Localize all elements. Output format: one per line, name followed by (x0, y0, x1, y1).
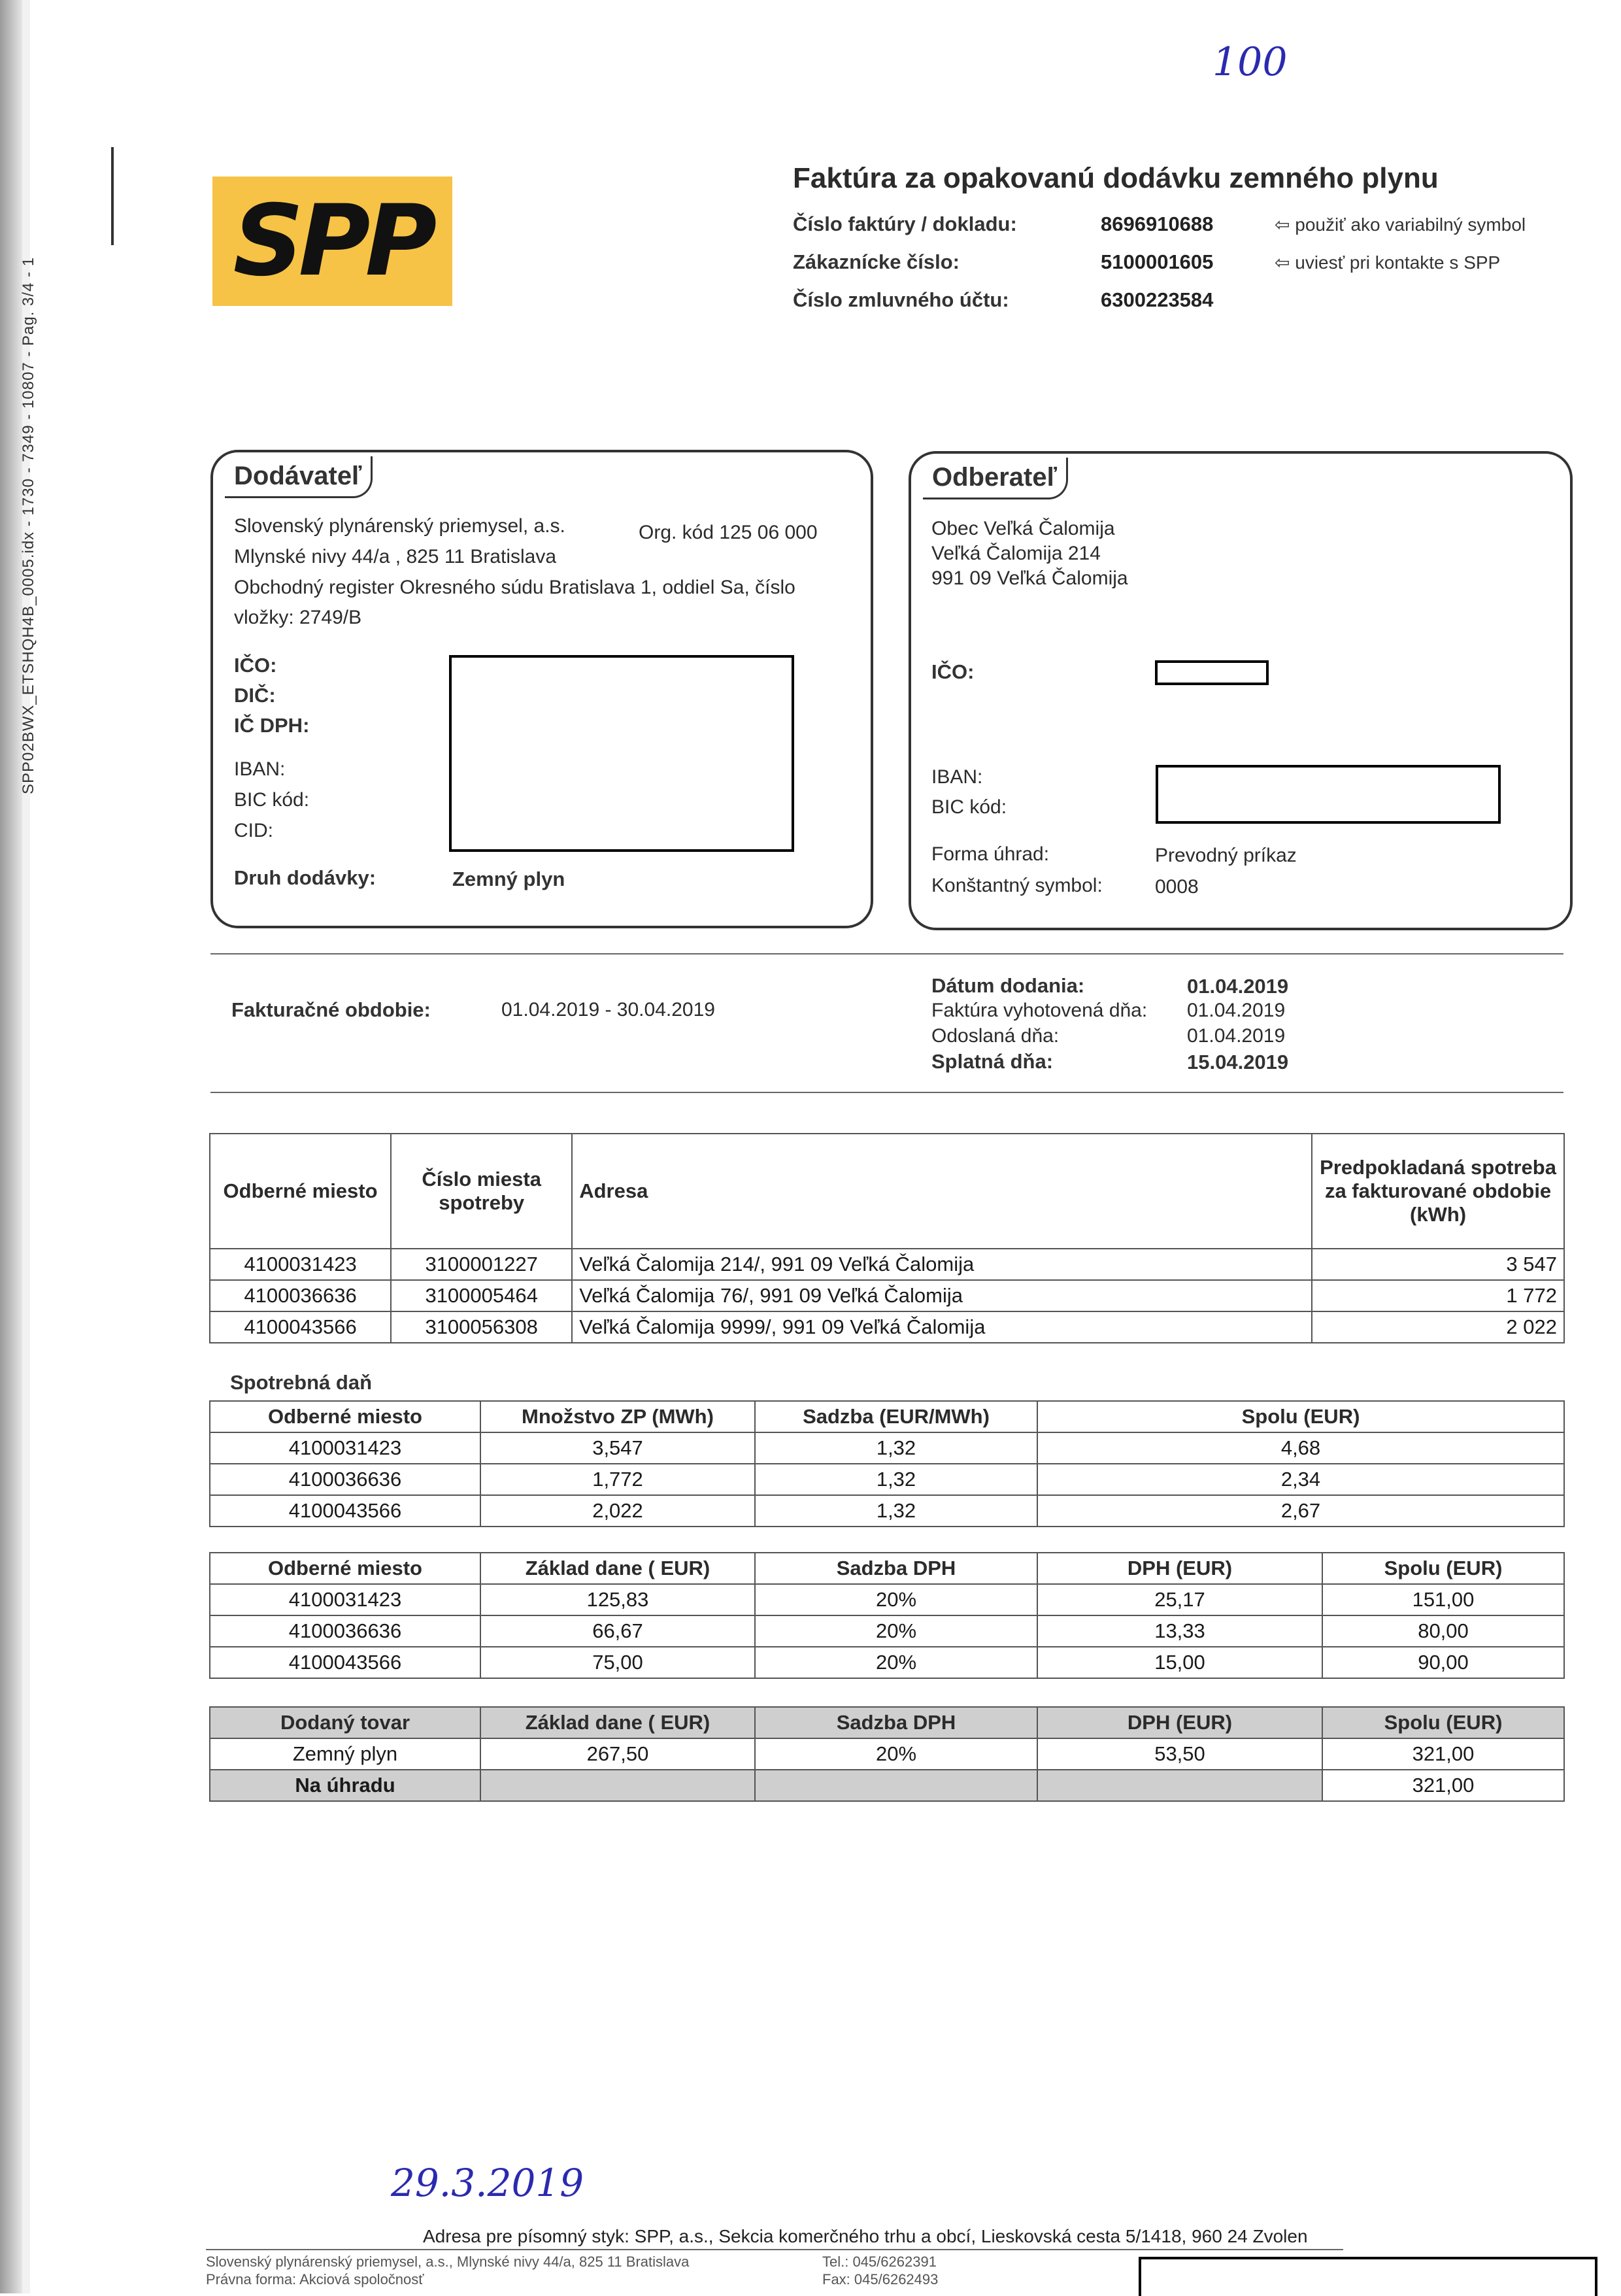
cell: 53,50 (1037, 1738, 1322, 1770)
footer-tel: Tel.: 045/6262391 (822, 2254, 937, 2270)
invoice-number-note: ⇦ použiť ako variabilný symbol (1275, 214, 1526, 235)
total-value: 321,00 (1322, 1770, 1564, 1801)
cell: Veľká Čalomija 9999/, 991 09 Veľká Čalomija (572, 1311, 1312, 1343)
cell: 66,67 (480, 1615, 755, 1647)
billing-period-value: 01.04.2019 - 30.04.2019 (501, 999, 715, 1021)
cell: 20% (755, 1615, 1037, 1647)
constant-symbol-value: 0008 (1155, 876, 1199, 898)
cell: 3,547 (480, 1432, 755, 1464)
delivery-type-value: Zemný plyn (452, 868, 565, 890)
cell: 90,00 (1322, 1647, 1564, 1678)
payment-form-label: Forma úhrad: (931, 843, 1050, 865)
footer-divider (206, 2249, 1343, 2250)
footer-address: Adresa pre písomný styk: SPP, a.s., Sekcia komerčného trhu a obcí, Lieskovská cesta 5/1418, 960 24 Zvolen (423, 2226, 1308, 2246)
cell: 20% (755, 1584, 1037, 1615)
handwritten-note: 100 (1212, 39, 1288, 85)
cell: 2,022 (480, 1495, 755, 1527)
customer-city: 991 09 Veľká Čalomija (931, 567, 1128, 589)
cell: 4100031423 (210, 1584, 480, 1615)
excise-table (209, 1400, 1565, 1527)
handwritten-date: 29.3.2019 (391, 2161, 584, 2205)
footer-legal-form: Právna forma: Akciová spoločnosť (206, 2271, 424, 2288)
cell: 1 772 (1312, 1280, 1564, 1311)
invoice-number-label: Číslo faktúry / dokladu: (793, 212, 1017, 235)
col-header: Odberné miesto (210, 1401, 480, 1432)
col-header: Spolu (EUR) (1322, 1707, 1564, 1738)
cell: 15,00 (1037, 1647, 1322, 1678)
delivery-type-label: Druh dodávky: (234, 866, 376, 889)
footer-redaction (1139, 2257, 1597, 2296)
col-header: Sadzba DPH (755, 1707, 1037, 1738)
table-row (210, 1495, 1564, 1527)
cell: 1,772 (480, 1464, 755, 1495)
supplier-iban-label: IBAN: (234, 758, 286, 780)
customer-number-note: ⇦ uviesť pri kontakte s SPP (1275, 252, 1501, 273)
cell: 151,00 (1322, 1584, 1564, 1615)
supplier-name: Slovenský plynárenský priemysel, a.s. (234, 515, 565, 537)
total-row (210, 1770, 1564, 1801)
spp-logo (212, 177, 452, 306)
customer-title: Odberateľ (923, 458, 1068, 499)
supplier-title: Dodávateľ (225, 456, 373, 498)
col-header: Základ dane ( EUR) (480, 1553, 755, 1584)
cell: 321,00 (1322, 1738, 1564, 1770)
cell: 267,50 (480, 1738, 755, 1770)
summary-table (209, 1706, 1565, 1802)
sent-date-label: Odoslaná dňa: (931, 1025, 1060, 1047)
due-date-value: 15.04.2019 (1187, 1051, 1289, 1073)
customer-iban-label: IBAN: (931, 766, 983, 788)
sent-date-value: 01.04.2019 (1187, 1025, 1286, 1047)
customer-ico-label: IČO: (931, 660, 975, 683)
supplier-address: Mlynské nivy 44/a , 825 11 Bratislava (234, 546, 557, 567)
vat-table (209, 1552, 1565, 1679)
supplier-icdph-label: IČ DPH: (234, 714, 310, 737)
col-header: Sadzba DPH (755, 1553, 1037, 1584)
cell: 3100005464 (391, 1280, 572, 1311)
cell: 75,00 (480, 1647, 755, 1678)
table-row (210, 1311, 1564, 1343)
consumption-places-table (209, 1133, 1565, 1343)
side-identifier: SPP02BWX_ETSHQH4B_0005.idx - 1730 - 7349 - 10807 - Pag. 3/4 - 1 (20, 256, 37, 794)
payment-form-value: Prevodný príkaz (1155, 845, 1297, 866)
col-header: Odberné miesto (210, 1553, 480, 1584)
cell: 4100036636 (210, 1615, 480, 1647)
billing-period-label: Fakturačné obdobie: (231, 998, 431, 1021)
col-header: Sadzba (EUR/MWh) (755, 1401, 1037, 1432)
contract-account-label: Číslo zmluvného účtu: (793, 288, 1009, 311)
cell: 1,32 (755, 1464, 1037, 1495)
cell: Zemný plyn (210, 1738, 480, 1770)
col-header: Adresa (572, 1134, 1312, 1249)
delivery-date-value: 01.04.2019 (1187, 975, 1289, 998)
col-header: Číslo miesta spotreby (391, 1134, 572, 1249)
total-label: Na úhradu (210, 1770, 480, 1801)
col-header: Základ dane ( EUR) (480, 1707, 755, 1738)
col-header: Spolu (EUR) (1322, 1553, 1564, 1584)
cell: Veľká Čalomija 214/, 991 09 Veľká Čalomija (572, 1249, 1312, 1280)
table-row (210, 1464, 1564, 1495)
cell: 4100031423 (210, 1432, 480, 1464)
col-header: Dodaný tovar (210, 1707, 480, 1738)
table-row (210, 1584, 1564, 1615)
cell (480, 1770, 755, 1801)
scan-edge-shadow (0, 0, 22, 2293)
invoice-number-value: 8696910688 (1101, 212, 1214, 235)
supplier-dic-label: DIČ: (234, 684, 276, 707)
cell: 4100036636 (210, 1280, 391, 1311)
constant-symbol-label: Konštantný symbol: (931, 875, 1103, 896)
cell: 4100043566 (210, 1647, 480, 1678)
supplier-bic-label: BIC kód: (234, 789, 310, 811)
col-header: Odberné miesto (210, 1134, 391, 1249)
supplier-org-code: Org. kód 125 06 000 (639, 522, 818, 543)
customer-bic-label: BIC kód: (931, 796, 1007, 818)
supplier-redaction (449, 655, 794, 852)
cell: 2 022 (1312, 1311, 1564, 1343)
cell: Veľká Čalomija 76/, 991 09 Veľká Čalomija (572, 1280, 1312, 1311)
cell: 125,83 (480, 1584, 755, 1615)
customer-bank-redaction (1156, 765, 1501, 824)
table-row (210, 1249, 1564, 1280)
cell: 25,17 (1037, 1584, 1322, 1615)
cell (755, 1770, 1037, 1801)
cell (1037, 1770, 1322, 1801)
cell: 3 547 (1312, 1249, 1564, 1280)
due-date-label: Splatná dňa: (931, 1050, 1054, 1073)
footer-fax: Fax: 045/6262493 (822, 2271, 939, 2288)
supplier-register-2: vložky: 2749/B (234, 607, 362, 628)
table-row (210, 1280, 1564, 1311)
supplier-ico-label: IČO: (234, 654, 277, 677)
cell: 2,67 (1037, 1495, 1564, 1527)
cell: 4100031423 (210, 1249, 391, 1280)
table-row (210, 1432, 1564, 1464)
cell: 3100001227 (391, 1249, 572, 1280)
cell: 20% (755, 1647, 1037, 1678)
supplier-register: Obchodný register Okresného súdu Bratislava 1, oddiel Sa, číslo (234, 577, 795, 598)
issued-date-label: Faktúra vyhotovená dňa: (931, 1000, 1148, 1021)
cell: 1,32 (755, 1495, 1037, 1527)
footer-company: Slovenský plynárenský priemysel, a.s., Mlynské nivy 44/a, 825 11 Bratislava (206, 2254, 690, 2270)
logo-text: SPP (233, 184, 432, 298)
delivery-date-label: Dátum dodania: (931, 974, 1085, 997)
divider (210, 953, 1563, 954)
cell: 13,33 (1037, 1615, 1322, 1647)
table-row (210, 1647, 1564, 1678)
table-row (210, 1738, 1564, 1770)
cell: 3100056308 (391, 1311, 572, 1343)
scan-mark (111, 147, 114, 245)
customer-number-value: 5100001605 (1101, 250, 1214, 273)
col-header: Predpokladaná spotreba za fakturované obdobie (kWh) (1312, 1134, 1564, 1249)
customer-street: Veľká Čalomija 214 (931, 543, 1101, 564)
col-header: Spolu (EUR) (1037, 1401, 1564, 1432)
col-header: DPH (EUR) (1037, 1553, 1322, 1584)
issued-date-value: 01.04.2019 (1187, 1000, 1286, 1021)
col-header: DPH (EUR) (1037, 1707, 1322, 1738)
contract-account-value: 6300223584 (1101, 288, 1214, 311)
cell: 20% (755, 1738, 1037, 1770)
table-row (210, 1615, 1564, 1647)
cell: 4100043566 (210, 1311, 391, 1343)
divider (210, 1092, 1563, 1093)
col-header: Množstvo ZP (MWh) (480, 1401, 755, 1432)
cell: 4100036636 (210, 1464, 480, 1495)
customer-name: Obec Veľká Čalomija (931, 518, 1115, 539)
excise-title: Spotrebná daň (230, 1371, 373, 1394)
cell: 4100043566 (210, 1495, 480, 1527)
customer-number-label: Zákaznícke číslo: (793, 250, 960, 273)
supplier-cid-label: CID: (234, 820, 273, 841)
invoice-title: Faktúra za opakovanú dodávku zemného plynu (793, 162, 1439, 194)
customer-ico-redaction (1155, 660, 1269, 685)
cell: 80,00 (1322, 1615, 1564, 1647)
cell: 2,34 (1037, 1464, 1564, 1495)
cell: 1,32 (755, 1432, 1037, 1464)
cell: 4,68 (1037, 1432, 1564, 1464)
